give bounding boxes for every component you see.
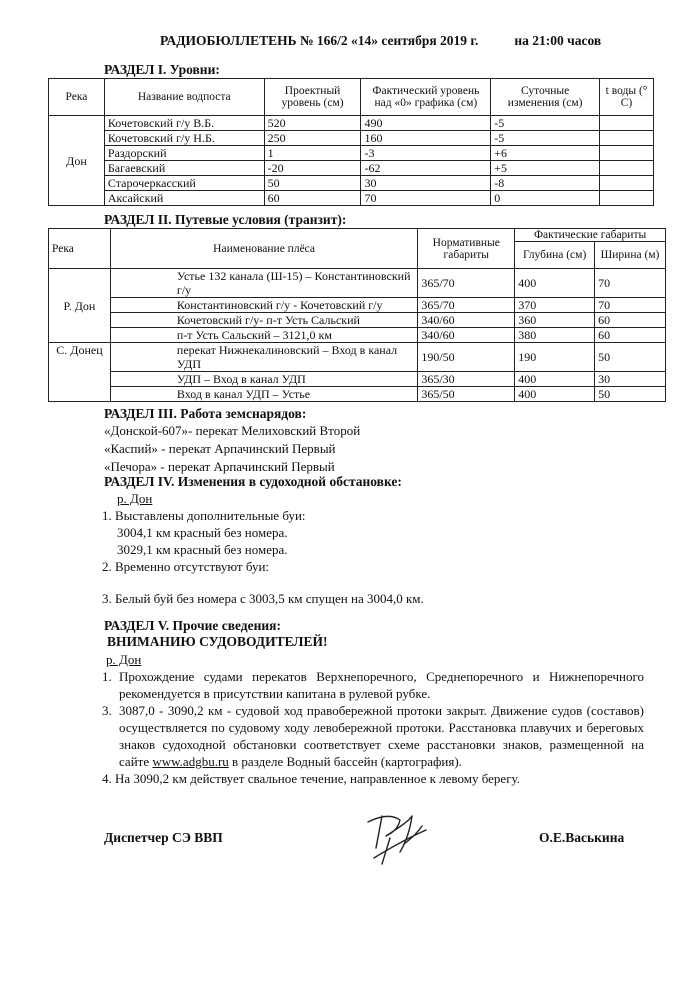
col-width: Ширина (м) — [595, 242, 666, 269]
section4-river: р. Дон — [117, 491, 153, 506]
col-normative: Нормативные габариты — [418, 229, 515, 269]
actual-width: 30 — [595, 372, 666, 387]
table-row — [49, 269, 666, 298]
table-row — [49, 313, 666, 328]
section5-item3-text: 3087,0 - 3090,2 км - судовой ход правобережной протоки закрыт. Движение судов (составов) осуществляется по судовому ходу левобережной протоки. Расстановка плавучих и береговых знаков судоходной обстановки соответствует схеме расстановки знаков, размещенной на сайте — [119, 703, 644, 769]
normative-dims: 340/60 — [418, 313, 515, 328]
col-daily-change: Суточные изменения (см) — [491, 79, 600, 116]
post-name: Кочетовский г/у Н.Б. — [104, 131, 264, 146]
river-cell: С. Донец — [49, 343, 111, 402]
col-design-level: Проектный уровень (см) — [264, 79, 361, 116]
bulletin-title-text: РАДИОБЮЛЛЕТЕНЬ № 166/2 «14» сентября 2019 г. — [160, 33, 479, 48]
daily-change: -5 — [491, 131, 600, 146]
table-row — [49, 131, 654, 146]
actual-depth: 360 — [515, 313, 595, 328]
section2-heading: РАЗДЕЛ II. Путевые условия (транзит): — [104, 212, 347, 227]
daily-change: +6 — [491, 146, 600, 161]
actual-depth: 190 — [515, 343, 595, 372]
section5-item1-number: 1. — [102, 669, 112, 684]
normative-dims: 340/60 — [418, 328, 515, 343]
river-cell: Р. Дон — [49, 269, 111, 343]
attention-heading: ВНИМАНИЮ СУДОВОДИТЕЛЕЙ! — [107, 634, 328, 649]
actual-depth: 400 — [515, 387, 595, 402]
normative-dims: 365/30 — [418, 372, 515, 387]
post-name: Раздорский — [104, 146, 264, 161]
col-water-temp: t воды (° С) — [600, 79, 654, 116]
normative-dims: 365/70 — [418, 298, 515, 313]
design-level: 50 — [264, 176, 361, 191]
route-table — [48, 228, 666, 402]
section5-item3-text-end: в разделе Водный бассейн (картография). — [228, 754, 462, 769]
section5-item1: Прохождение судами перекатов Верхнепоречного, Среднепоречного и Нижнепоречного рекомендуется в присутствии капитана в рулевой рубке. — [119, 669, 644, 701]
col-river: Река — [49, 229, 111, 269]
daily-change: -8 — [491, 176, 600, 191]
actual-level: -3 — [361, 146, 491, 161]
post-name: Кочетовский г/у В.Б. — [104, 116, 264, 131]
design-level: 1 — [264, 146, 361, 161]
bulletin-time: на 21:00 часов — [514, 33, 602, 48]
section4-item1-sub: 3004,1 км красный без номера. — [117, 525, 288, 540]
table-row — [49, 116, 654, 131]
col-river: Река — [49, 79, 105, 116]
actual-depth: 400 — [515, 269, 595, 298]
water-temp — [600, 176, 654, 191]
table-row — [49, 343, 666, 372]
section4-item1-sub: 3029,1 км красный без номера. — [117, 542, 288, 557]
dispatcher-label: Диспетчер СЭ ВВП — [104, 830, 223, 845]
actual-level: 490 — [361, 116, 491, 131]
section5-heading: РАЗДЕЛ V. Прочие сведения: — [104, 618, 281, 633]
design-level: -20 — [264, 161, 361, 176]
reach-name: п-т Усть Сальский – 3121,0 км — [110, 328, 417, 343]
actual-level: 30 — [361, 176, 491, 191]
actual-width: 50 — [595, 343, 666, 372]
reach-name: Константиновский г/у - Кочетовский г/у — [110, 298, 417, 313]
signatory-name: О.Е.Васькина — [539, 830, 625, 845]
table-row — [49, 387, 666, 402]
section4-heading: РАЗДЕЛ IV. Изменения в судоходной обстановке: — [104, 474, 402, 489]
col-reach: Наименование плёса — [110, 229, 417, 269]
daily-change: +5 — [491, 161, 600, 176]
dredger-line: «Печора» - перекат Арпачинский Первый — [104, 459, 335, 474]
post-name: Аксайский — [104, 191, 264, 206]
reach-name: УДП – Вход в канал УДП — [110, 372, 417, 387]
levels-header-row — [49, 79, 654, 116]
section5-item3 — [119, 702, 644, 770]
levels-table — [48, 78, 654, 206]
table-row — [49, 161, 654, 176]
dredger-line: «Донской-607»- перекат Мелиховский Второй — [104, 423, 361, 438]
water-temp — [600, 131, 654, 146]
daily-change: -5 — [491, 116, 600, 131]
table-row — [49, 372, 666, 387]
col-actual-level: Фактический уровень над «0» графика (см) — [361, 79, 491, 116]
section5-item4: 4. На 3090,2 км действует свальное течение, направленное к левому берегу. — [102, 771, 520, 786]
actual-width: 50 — [595, 387, 666, 402]
dredger-line: «Каспий» - перекат Арпачинский Первый — [104, 441, 336, 456]
reach-name: Кочетовский г/у- п-т Усть Сальский — [110, 313, 417, 328]
section4-item3: 3. Белый буй без номера с 3003,5 км спущен на 3004,0 км. — [102, 591, 424, 606]
normative-dims: 365/70 — [418, 269, 515, 298]
reach-name: перекат Нижнекалиновский – Вход в канал УДП — [110, 343, 417, 372]
bulletin-title — [160, 33, 601, 49]
river-cell: Дон — [49, 116, 105, 206]
section4-item2: 2. Временно отсутствуют буи: — [102, 559, 270, 574]
actual-width: 60 — [595, 328, 666, 343]
route-header-row — [49, 229, 666, 242]
design-level: 250 — [264, 131, 361, 146]
post-name: Багаевский — [104, 161, 264, 176]
actual-width: 70 — [595, 298, 666, 313]
water-temp — [600, 191, 654, 206]
reach-name: Устье 132 канала (Ш-15) – Константиновский г/у — [110, 269, 417, 298]
actual-depth: 400 — [515, 372, 595, 387]
daily-change: 0 — [491, 191, 600, 206]
site-link[interactable]: www.adgbu.ru — [152, 754, 229, 769]
actual-level: 160 — [361, 131, 491, 146]
post-name: Старочеркасский — [104, 176, 264, 191]
section3-heading: РАЗДЕЛ III. Работа земснарядов: — [104, 406, 307, 421]
design-level: 520 — [264, 116, 361, 131]
water-temp — [600, 146, 654, 161]
table-row — [49, 146, 654, 161]
actual-level: 70 — [361, 191, 491, 206]
table-row — [49, 176, 654, 191]
water-temp — [600, 116, 654, 131]
actual-width: 70 — [595, 269, 666, 298]
actual-width: 60 — [595, 313, 666, 328]
section4-item1: 1. Выставлены дополнительные буи: — [102, 508, 306, 523]
actual-depth: 370 — [515, 298, 595, 313]
section5-river: р. Дон — [106, 652, 142, 667]
actual-depth: 380 — [515, 328, 595, 343]
water-temp — [600, 161, 654, 176]
design-level: 60 — [264, 191, 361, 206]
reach-name: Вход в канал УДП – Устье — [110, 387, 417, 402]
actual-level: -62 — [361, 161, 491, 176]
signature-image — [360, 808, 430, 868]
table-row — [49, 298, 666, 313]
section5-item3-number: 3. — [102, 703, 112, 718]
normative-dims: 190/50 — [418, 343, 515, 372]
table-row — [49, 328, 666, 343]
col-actual-dims: Фактические габариты — [515, 229, 666, 242]
col-post: Название водпоста — [104, 79, 264, 116]
table-row — [49, 191, 654, 206]
section1-heading: РАЗДЕЛ I. Уровни: — [104, 62, 220, 77]
col-depth: Глубина (см) — [515, 242, 595, 269]
normative-dims: 365/50 — [418, 387, 515, 402]
